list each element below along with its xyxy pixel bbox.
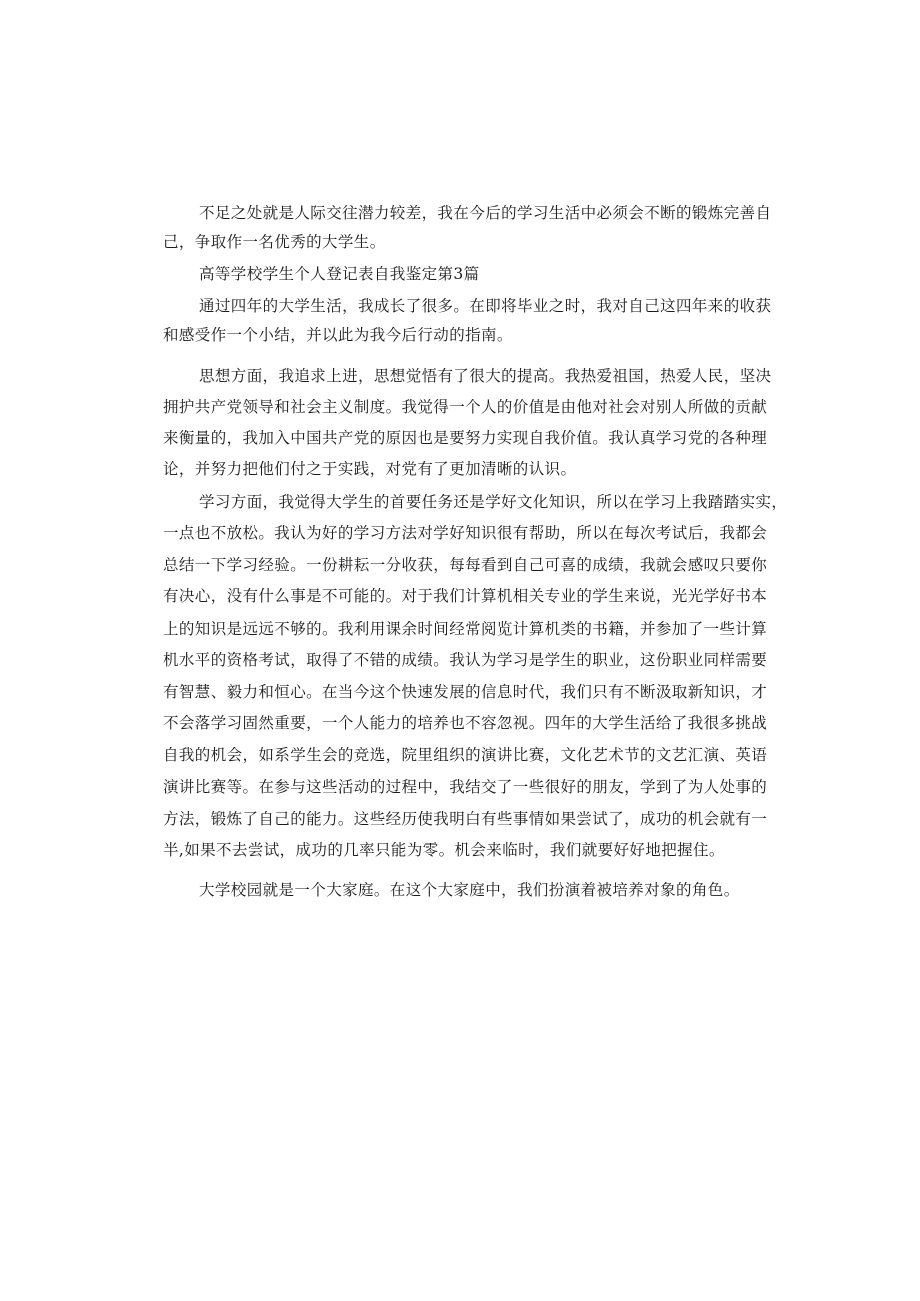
paragraph-line: 不足之处就是人际交往潜力较差，我在今后的学习生活中必须会不断的锻炼完善自 [199, 204, 772, 222]
paragraph-line: 大学校园就是一个大家庭。在这个大家庭中，我们扮演着被培养对象的角色。 [199, 881, 740, 899]
paragraph-line: 方法，锻炼了自己的能力。这些经历使我明白有些事情如果尝试了，成功的机会就有一 [163, 810, 768, 828]
paragraph-line: 学习方面，我觉得大学生的首要任务还是学好文化知识，所以在学习上我踏踏实实， [199, 493, 788, 511]
paragraph-line: 通过四年的大学生活，我成长了很多。在即将毕业之时，我对自己这四年来的收获 [199, 297, 772, 315]
section-heading: 高等学校学生个人登记表自我鉴定第3篇 [199, 265, 480, 283]
paragraph-line: 上的知识是远远不够的。我利用课余时间经常阅览计算机类的书籍，并参加了一些计算 [163, 620, 768, 638]
paragraph-line: 有决心，没有什么事是不可能的。对于我们计算机相关专业的学生来说，光光学好书本 [163, 587, 768, 605]
paragraph-line: 半,如果不去尝试，成功的几率只能为零。机会来临时，我们就要好好地把握住。 [163, 841, 725, 859]
paragraph-line: 拥护共产党领导和社会主义制度。我觉得一个人的价值是由他对社会对别人所做的贡献 [163, 398, 768, 416]
paragraph-line: 总结一下学习经验。一份耕耘一分收获，每每看到自己可喜的成绩，我就会感叹只要你 [163, 556, 768, 574]
paragraph-line: 演讲比赛等。在参与这些活动的过程中，我结交了一些很好的朋友，学到了为人处事的 [163, 778, 768, 796]
paragraph-line: 来衡量的，我加入中国共产党的原因也是要努力实现自我价值。我认真学习党的各种理 [163, 429, 768, 447]
paragraph-line: 和感受作一个小结，并以此为我今后行动的指南。 [163, 326, 513, 344]
paragraph-line: 有智慧、毅力和恒心。在当今这个快速发展的信息时代，我们只有不断汲取新知识，才 [163, 683, 768, 701]
paragraph-line: 机水平的资格考试，取得了不错的成绩。我认为学习是学生的职业，这份职业同样需要 [163, 651, 768, 669]
paragraph-line: 不会落学习固然重要，一个人能力的培养也不容忽视。四年的大学生活给了我很多挑战 [163, 714, 768, 732]
paragraph-line: 思想方面，我追求上进，思想觉悟有了很大的提高。我热爱祖国，热爱人民，坚决 [199, 367, 772, 385]
paragraph-line: 一点也不放松。我认为好的学习方法对学好知识很有帮助，所以在每次考试后，我都会 [163, 524, 768, 542]
paragraph-line: 自我的机会，如系学生会的竞选，院里组织的演讲比赛，文化艺术节的文艺汇演、英语 [163, 746, 768, 764]
paragraph-line: 己，争取作一名优秀的大学生。 [163, 233, 386, 251]
paragraph-line: 论，并努力把他们付之于实践，对党有了更加清晰的认识。 [163, 460, 577, 478]
